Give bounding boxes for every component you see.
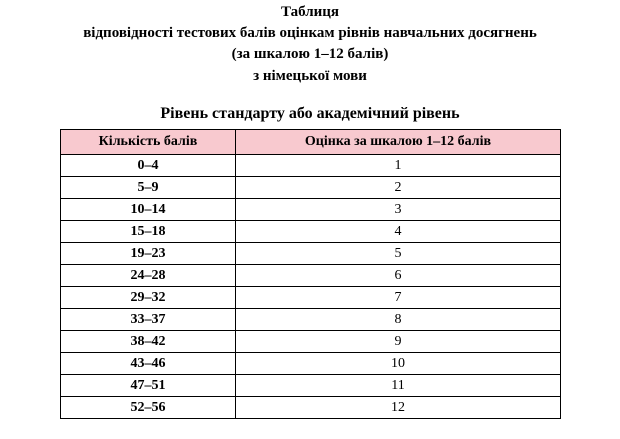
table-row [61, 221, 561, 243]
document-title: Таблиця [280, 4, 340, 20]
table-row [61, 199, 561, 221]
header-score-count: Кількість балів [61, 130, 236, 155]
score-range-cell: 5–9 [61, 177, 236, 199]
table-row [61, 331, 561, 353]
table-row [61, 243, 561, 265]
grade-cell: 5 [236, 243, 561, 265]
table-row [61, 287, 561, 309]
grade-cell: 9 [236, 331, 561, 353]
document-title-line-3: (за шкалою 1–12 балів) [231, 46, 389, 62]
score-range-cell: 52–56 [61, 397, 236, 419]
document-title-line-4: з німецької мови [253, 68, 367, 84]
grade-cell: 1 [236, 155, 561, 177]
table-row [61, 309, 561, 331]
grade-cell: 12 [236, 397, 561, 419]
header-grade-scale: Оцінка за шкалою 1–12 балів [236, 130, 561, 155]
score-conversion-table [60, 129, 561, 419]
table-row [61, 265, 561, 287]
score-range-cell: 43–46 [61, 353, 236, 375]
table-row [61, 353, 561, 375]
grade-cell: 4 [236, 221, 561, 243]
document-title-line-2: відповідності тестових балів оцінкам рівнів навчальних досягнень [83, 25, 537, 41]
score-range-cell: 33–37 [61, 309, 236, 331]
score-range-cell: 24–28 [61, 265, 236, 287]
score-range-cell: 15–18 [61, 221, 236, 243]
score-range-cell: 0–4 [61, 155, 236, 177]
grade-cell: 8 [236, 309, 561, 331]
score-range-cell: 10–14 [61, 199, 236, 221]
grade-cell: 3 [236, 199, 561, 221]
table-row [61, 177, 561, 199]
grade-cell: 11 [236, 375, 561, 397]
grade-cell: 10 [236, 353, 561, 375]
score-range-cell: 19–23 [61, 243, 236, 265]
table-body [61, 155, 561, 419]
score-range-cell: 47–51 [61, 375, 236, 397]
score-range-cell: 38–42 [61, 331, 236, 353]
table-row [61, 397, 561, 419]
table-row [61, 155, 561, 177]
grade-cell: 7 [236, 287, 561, 309]
grade-cell: 6 [236, 265, 561, 287]
table-row [61, 375, 561, 397]
score-range-cell: 29–32 [61, 287, 236, 309]
table-header-row [61, 130, 561, 155]
level-subtitle: Рівень стандарту або академічний рівень [160, 105, 460, 122]
grade-cell: 2 [236, 177, 561, 199]
